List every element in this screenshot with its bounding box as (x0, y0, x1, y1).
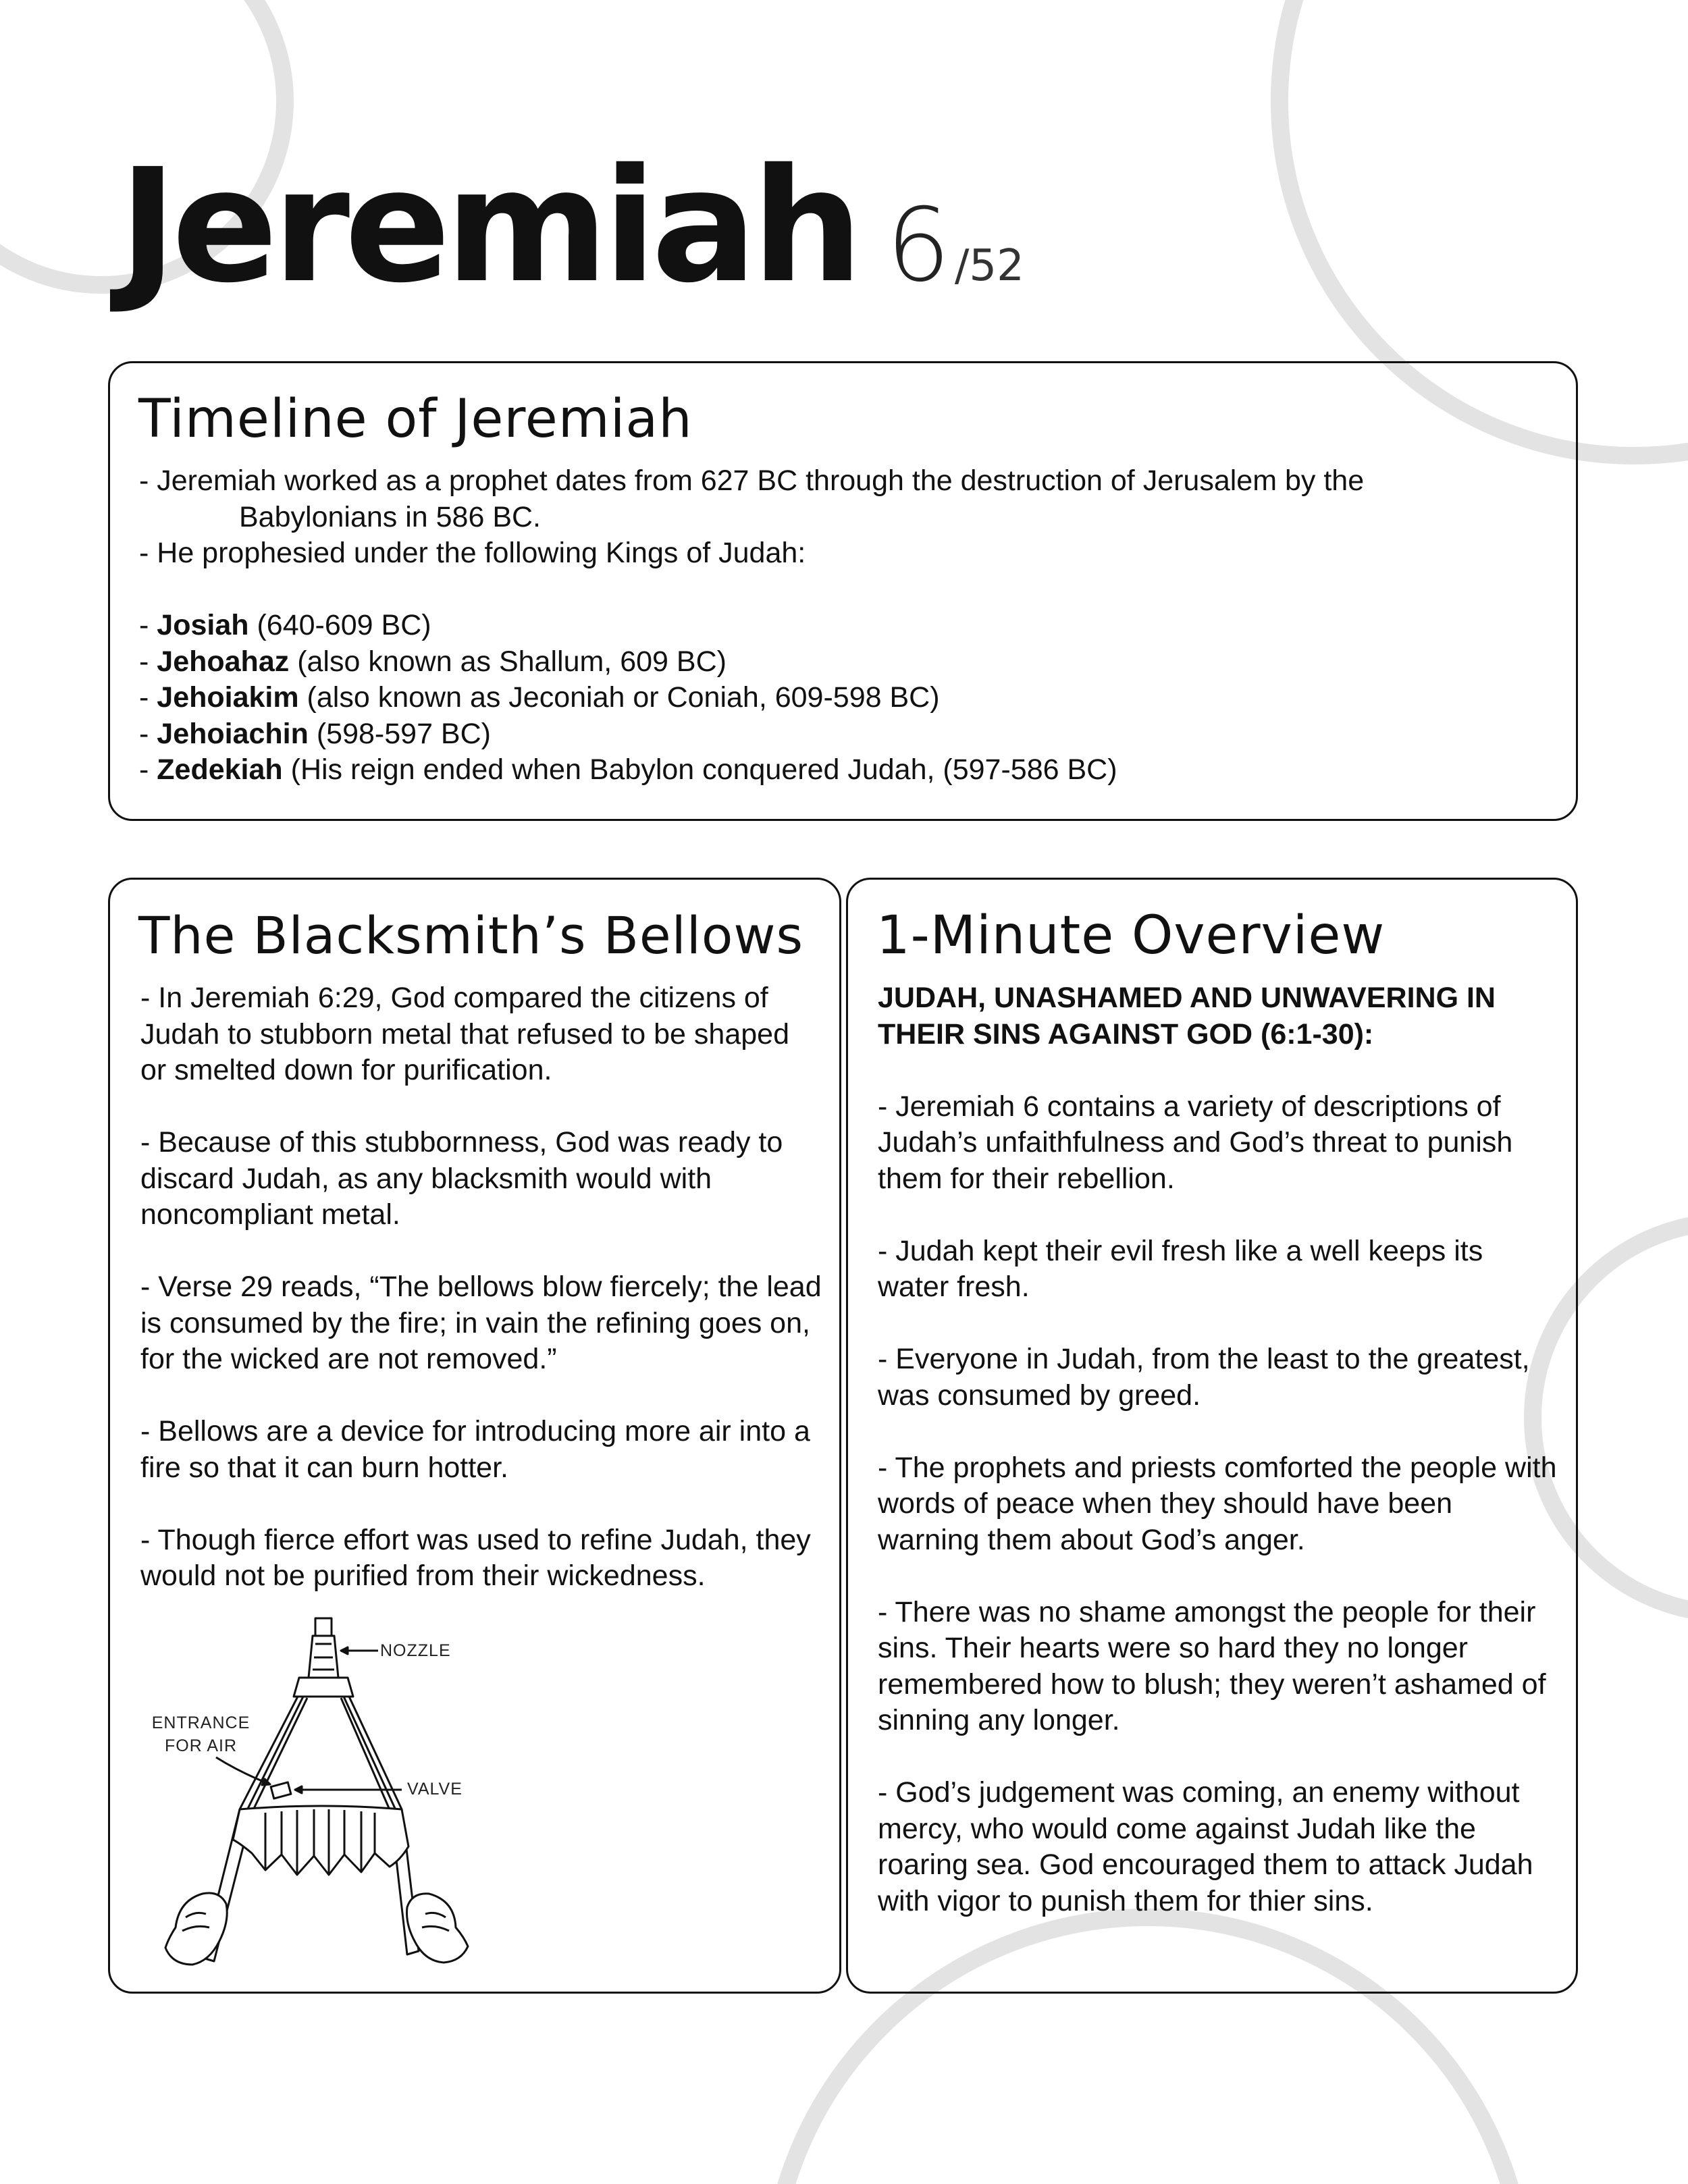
overview-paragraph: - The prophets and priests comforted the people with words of peace when they should have been warning them about God’s anger. (878, 1451, 1557, 1556)
king-name: Jehoahaz (157, 645, 290, 678)
timeline-body (139, 463, 1557, 789)
chapter-total: /52 (954, 241, 1024, 291)
timeline-line: - Jeremiah worked as a prophet dates from 627 BC through the destruction of Jerusalem by the (139, 464, 1365, 497)
label-entrance-line1: ENTRANCE (151, 1713, 250, 1732)
bellows-body (140, 980, 822, 1595)
king-detail: (598-597 BC) (308, 717, 491, 750)
king-detail: (His reign ended when Babylon conquered Judah, (597-586 BC) (282, 753, 1117, 786)
king-name: Jehoiachin (157, 717, 309, 750)
overview-paragraph: - Judah kept their evil fresh like a well keeps its water fresh. (878, 1234, 1483, 1303)
label-entrance-air (138, 1711, 263, 1757)
bellows-paragraph: - Because of this stubbornness, God was ready to discard Judah, as any blacksmith would with noncompliant metal. (140, 1126, 783, 1231)
overview-subheading: JUDAH, UNASHAMED AND UNWAVERING IN THEIR SINS AGAINST GOD (6:1-30): (878, 982, 1496, 1050)
bellows-illustration (138, 1610, 517, 1975)
bellows-paragraph: - In Jeremiah 6:29, God compared the citizens of Judah to stubborn metal that refused to be shaped or smelted down for purification. (140, 982, 789, 1086)
timeline-box (108, 361, 1578, 821)
overview-box (846, 878, 1578, 1994)
label-nozzle: NOZZLE (380, 1641, 451, 1660)
king-name: Zedekiah (157, 753, 283, 786)
label-valve: VALVE (407, 1780, 463, 1799)
king-detail: (640-609 BC) (248, 609, 431, 641)
king-item: - Zedekiah (His reign ended when Babylon conquered Judah, (597-586 BC) (139, 753, 1117, 786)
timeline-line-cont: Babylonians in 586 BC. (239, 500, 542, 533)
timeline-line: - He prophesied under the following Kings of Judah: (139, 537, 806, 569)
label-entrance-line2: FOR AIR (164, 1736, 237, 1755)
timeline-heading: Timeline of Jeremiah (138, 389, 693, 450)
overview-heading: 1-Minute Overview (876, 905, 1386, 966)
overview-paragraph: - God’s judgement was coming, an enemy without mercy, who would come against Judah like the roaring sea. God encouraged them to attack Judah with vigor to punish them for thier sins. (878, 1776, 1533, 1917)
king-item: - Jehoiakim (also known as Jeconiah or Coniah, 609-598 BC) (139, 681, 940, 714)
bellows-paragraph: - Bellows are a device for introducing more air into a fire so that it can burn hotter. (140, 1415, 810, 1484)
bellows-heading: The Blacksmith’s Bellows (138, 905, 804, 965)
chapter-number: 6 (886, 187, 951, 304)
overview-paragraph: - Jeremiah 6 contains a variety of descriptions of Judah’s unfaithfulness and God’s threat to punish them for their rebellion. (878, 1090, 1513, 1195)
overview-body (878, 980, 1560, 1919)
overview-paragraph: - Everyone in Judah, from the least to the greatest, was consumed by greed. (878, 1343, 1530, 1412)
king-name: Jehoiakim (157, 681, 299, 714)
king-name: Josiah (157, 609, 249, 641)
king-item: - Josiah (640-609 BC) (139, 609, 431, 641)
overview-paragraph: - There was no shame amongst the people for their sins. Their hearts were so hard they no longer remembered how to blush; they weren’t ashamed of sinning any longer. (878, 1595, 1546, 1736)
bellows-paragraph: - Though fierce effort was used to refine Judah, they would not be purified from their wickedness. (140, 1523, 811, 1592)
bellows-paragraph: - Verse 29 reads, “The bellows blow fiercely; the lead is consumed by the fire; in vain the refining goes on, for the wicked are not removed.” (140, 1271, 822, 1375)
page-title (119, 135, 1024, 317)
king-detail: (also known as Shallum, 609 BC) (289, 645, 727, 678)
king-item: - Jehoahaz (also known as Shallum, 609 BC) (139, 645, 727, 678)
book-title: Jeremiah (119, 135, 858, 317)
king-detail: (also known as Jeconiah or Coniah, 609-598 BC) (298, 681, 940, 714)
king-item: - Jehoiachin (598-597 BC) (139, 717, 491, 750)
